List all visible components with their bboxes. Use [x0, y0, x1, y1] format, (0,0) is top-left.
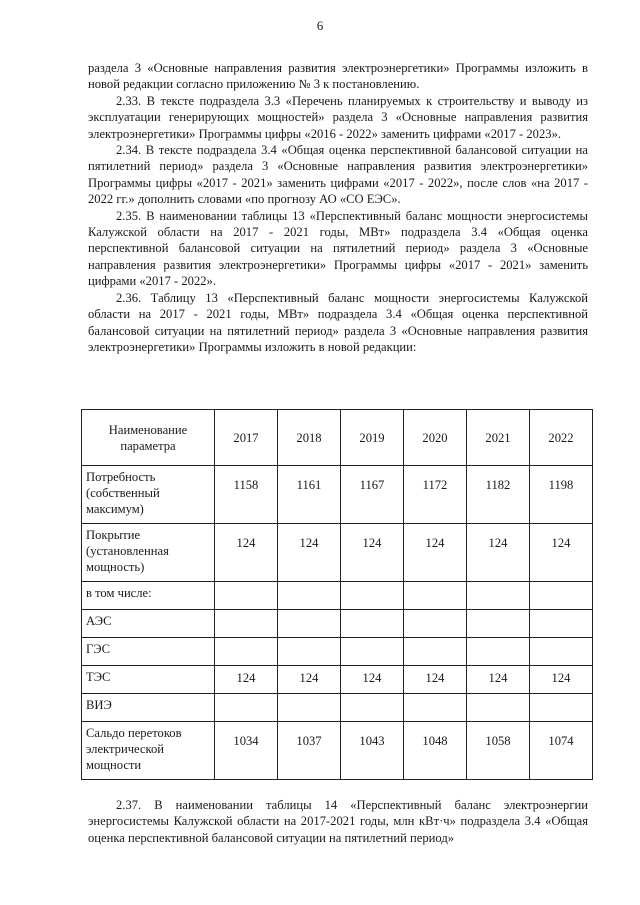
header-cell-year: 2020	[404, 410, 467, 466]
header-cell-year: 2017	[215, 410, 278, 466]
table-cell: 124	[215, 666, 278, 694]
table-cell	[278, 638, 341, 666]
header-cell-year: 2019	[341, 410, 404, 466]
table-cell	[530, 694, 593, 722]
table-cell: 1048	[404, 722, 467, 780]
header-cell-year: 2018	[278, 410, 341, 466]
table-cell: 124	[215, 524, 278, 582]
table-cell: 124	[530, 524, 593, 582]
header-cell-parameter: Наименование параметра	[82, 410, 215, 466]
table-cell: 124	[530, 666, 593, 694]
header-cell-year: 2021	[467, 410, 530, 466]
table-cell	[341, 610, 404, 638]
table-cell	[278, 582, 341, 610]
table-cell	[215, 582, 278, 610]
table-cell: 1198	[530, 466, 593, 524]
table-row	[82, 524, 593, 582]
table-cell: 124	[404, 666, 467, 694]
table-cell	[278, 610, 341, 638]
page-number: 6	[316, 18, 324, 33]
row-label: в том числе:	[82, 582, 215, 610]
table-cell	[341, 582, 404, 610]
table-cell	[404, 582, 467, 610]
table-cell	[467, 582, 530, 610]
table-header-row	[82, 410, 593, 466]
table-cell: 124	[467, 524, 530, 582]
table-cell: 124	[341, 524, 404, 582]
row-label: ГЭС	[82, 638, 215, 666]
row-label: АЭС	[82, 610, 215, 638]
table-cell: 1161	[278, 466, 341, 524]
table-cell: 124	[467, 666, 530, 694]
table-cell: 124	[404, 524, 467, 582]
table-cell	[215, 638, 278, 666]
body-text-bottom	[88, 797, 588, 846]
table-cell	[215, 610, 278, 638]
table-cell	[530, 582, 593, 610]
table-cell: 1043	[341, 722, 404, 780]
row-label: Покрытие (установленная мощность)	[82, 524, 215, 582]
table-cell	[341, 638, 404, 666]
table-cell	[404, 694, 467, 722]
table-row	[82, 466, 593, 524]
paragraph-2-33: 2.33. В тексте подраздела 3.3 «Перечень планируемых к строительству и выводу из эксплуатации генерирующих мощностей» раздела 3 «Основные направления развития электроэнергетики» Программы цифры «2016 - 2022» заменить цифрами «2017 - 2023».	[88, 93, 588, 141]
table-row	[82, 638, 593, 666]
table-row	[82, 694, 593, 722]
table-cell	[467, 638, 530, 666]
table-cell	[215, 694, 278, 722]
table-cell	[467, 694, 530, 722]
table-cell	[530, 638, 593, 666]
paragraph-2-37: 2.37. В наименовании таблицы 14 «Перспективный баланс электроэнергии энергосистемы Калужской области на 2017-2021 годы, млн кВт·ч» подраздела 3.4 «Общая оценка перспективной балансовой ситуации на пятилетний период»	[88, 798, 588, 845]
row-label: ВИЭ	[82, 694, 215, 722]
table-cell: 1167	[341, 466, 404, 524]
table-cell: 1037	[278, 722, 341, 780]
paragraph-intro: раздела 3 «Основные направления развития электроэнергетики» Программы изложить в новой редакции согласно приложению № 3 к постановлению.	[88, 61, 588, 92]
table-cell	[278, 694, 341, 722]
body-text-top	[88, 60, 588, 355]
row-label: ТЭС	[82, 666, 215, 694]
table-cell	[404, 638, 467, 666]
table-cell: 1034	[215, 722, 278, 780]
table-cell: 1172	[404, 466, 467, 524]
table-cell	[467, 610, 530, 638]
table-row	[82, 666, 593, 694]
paragraph-2-34: 2.34. В тексте подраздела 3.4 «Общая оценка перспективной балансовой ситуации на пятилетний период» раздела 3 «Основные направления развития электроэнергетики» Программы цифры «2017 - 2021» заменить цифрами «2017 - 2022», после слов «на 2017 - 2022 гг.» дополнить словами «по прогнозу АО «СО ЕЭС».	[88, 143, 588, 207]
table-cell: 124	[278, 666, 341, 694]
table-cell	[530, 610, 593, 638]
table-cell: 1058	[467, 722, 530, 780]
table-cell: 1182	[467, 466, 530, 524]
table-row	[82, 582, 593, 610]
table-cell: 124	[341, 666, 404, 694]
table-cell: 1074	[530, 722, 593, 780]
table-cell: 1158	[215, 466, 278, 524]
table-cell	[404, 610, 467, 638]
paragraph-2-35: 2.35. В наименовании таблицы 13 «Перспективный баланс мощности энергосистемы Калужской области на 2017 - 2021 годы, МВт» подраздела 3.4 «Общая оценка перспективной балансовой ситуации на пятилетний период» раздела 3 «Основные направления развития электроэнергетики» Программы цифры «2017 - 2021» заменить цифрами «2017 - 2022».	[88, 208, 588, 289]
table-cell	[341, 694, 404, 722]
power-balance-table	[81, 409, 593, 780]
header-cell-year: 2022	[530, 410, 593, 466]
table-row	[82, 610, 593, 638]
row-label: Сальдо перетоков электрической мощности	[82, 722, 215, 780]
table-cell: 124	[278, 524, 341, 582]
table-row	[82, 722, 593, 780]
paragraph-2-36: 2.36. Таблицу 13 «Перспективный баланс мощности энергосистемы Калужской области на 2017 - 2021 годы, МВт» подраздела 3.4 «Общая оценка перспективной балансовой ситуации на пятилетний период» раздела 3 «Основные направления развития электроэнергетики» Программы изложить в новой редакции:	[88, 290, 588, 354]
row-label: Потребность (собственный максимум)	[82, 466, 215, 524]
